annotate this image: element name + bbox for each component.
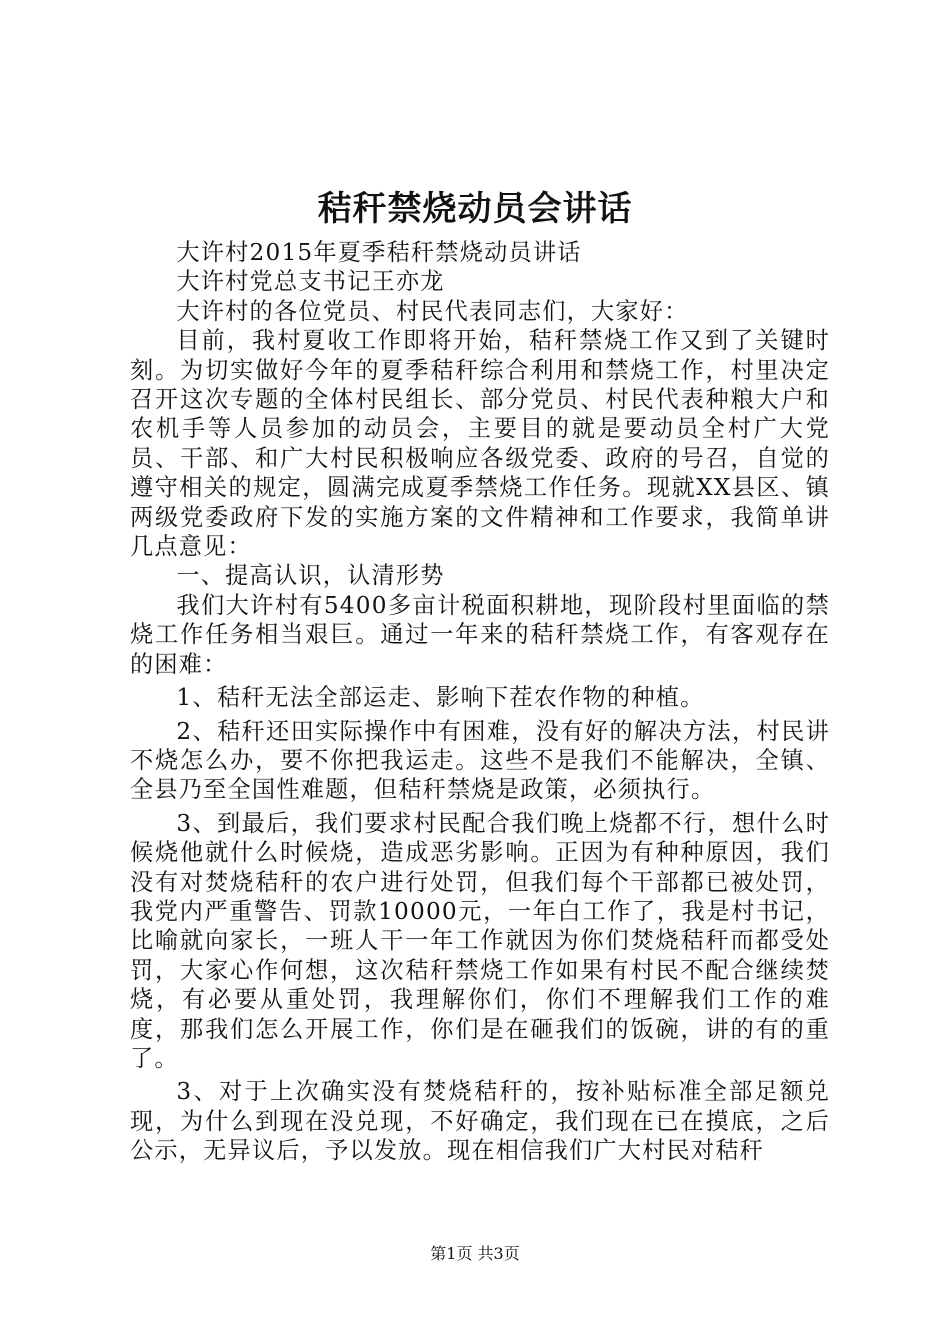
document-title: 秸秆禁烧动员会讲话	[317, 189, 633, 229]
speaker-line: 大许村党总支书记王亦龙	[176, 268, 445, 296]
list-item: 3、到最后，我们要求村民配合我们晚上烧都不行，想什么时候烧他就什么时候烧，造成恶劣影响。正因为有种种原因，我们没有对焚烧秸秆的农户进行处罚，但我们每个干部都已被处罚，我党内严重警告、罚款10000元，一年白工作了，我是村书记，比喻就向家长，一班人干一年工作就因为你们焚烧秸秆而都受处罚，大家心作何想，这次秸秆禁烧工作如果有村民不配合继续焚烧，有必要从重处罚，我理解你们，你们不理解我们工作的难度，那我们怎么开展工作，你们是在砸我们的饭碗，讲的有的重了。	[130, 809, 830, 1072]
greeting-line: 大许村的各位党员、村民代表同志们，大家好：	[176, 297, 689, 325]
section-heading: 一、提高认识，认清形势	[176, 562, 445, 590]
document-body	[130, 238, 830, 1166]
page-footer: 第1页 共3页	[430, 1244, 520, 1263]
list-item: 1、秸秆无法全部运走、影响下茬农作物的种植。	[176, 684, 705, 712]
subtitle-line: 大许村2015年夏季秸秆禁烧动员讲话	[176, 239, 582, 266]
body-paragraph: 目前，我村夏收工作即将开始，秸秆禁烧工作又到了关键时刻。为切实做好今年的夏季秸秆综合利用和禁烧工作，村里决定召开这次专题的全体村民组长、部分党员、村民代表种粮大户和农机手等人员参加的动员会，主要目的就是要动员全村广大党员、干部、和广大村民积极响应各级党委、政府的号召，自觉的遵守相关的规定，圆满完成夏季禁烧工作任务。现就XX县区、镇两级党委政府下发的实施方案的文件精神和工作要求，我简单讲几点意见：	[130, 327, 830, 561]
list-item: 2、秸秆还田实际操作中有困难，没有好的解决方法，村民讲不烧怎么办，要不你把我运走。这些不是我们不能解决，全镇、全县乃至全国性难题，但秸秆禁烧是政策，必须执行。	[130, 717, 830, 804]
body-paragraph: 我们大许村有5400多亩计税面积耕地，现阶段村里面临的禁烧工作任务相当艰巨。通过一年来的秸秆禁烧工作，有客观存在的困难：	[130, 591, 830, 678]
list-item: 3、对于上次确实没有焚烧秸秆的，按补贴标准全部足额兑现，为什么到现在没兑现，不好确定，我们现在已在摸底，之后公示，无异议后，予以发放。现在相信我们广大村民对秸秆	[130, 1078, 830, 1165]
